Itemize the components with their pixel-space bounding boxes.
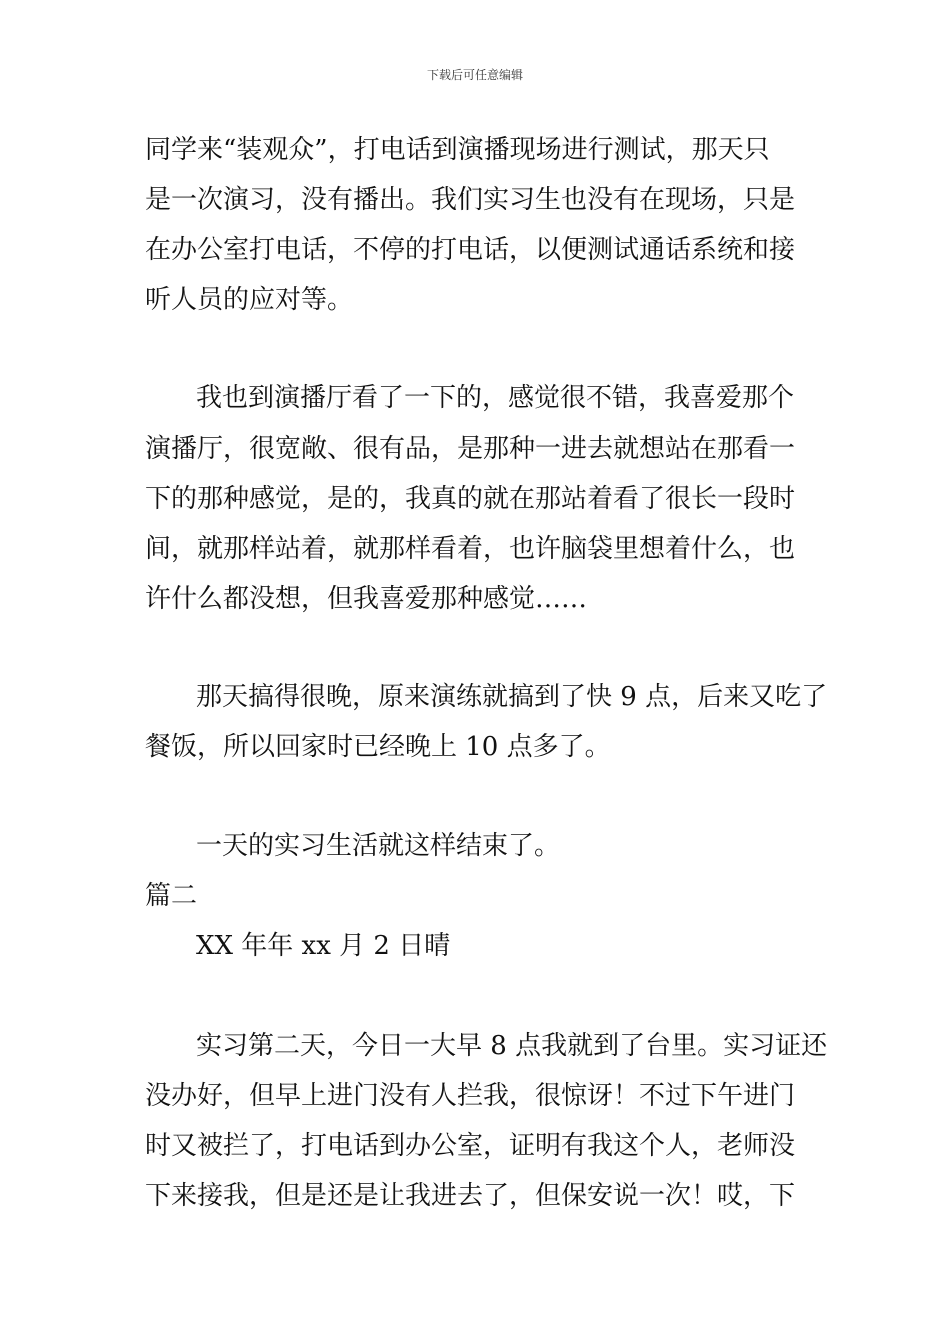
body-line: 间，就那样站着，就那样看着，也许脑袋里想着什么，也 — [145, 534, 796, 564]
body-line: 是一次演习，没有播出。我们实习生也没有在现场，只是 — [145, 185, 796, 215]
body-line: 同学来“装观众”，打电话到演播现场进行测试，那天只 — [145, 135, 770, 165]
body-line: 实习第二天，今日一大早 8 点我就到了台里。实习证还 — [196, 1031, 828, 1061]
body-line: 演播厅，很宽敞、很有品，是那种一进去就想站在那看一 — [145, 434, 796, 464]
body-line: 时又被拦了，打电话到办公室，证明有我这个人，老师没 — [145, 1131, 796, 1161]
body-line: 下来接我，但是还是让我进去了，但保安说一次！哎，下 — [145, 1181, 796, 1211]
body-line: 听人员的应对等。 — [145, 285, 354, 315]
section-heading: 篇二 — [145, 881, 198, 911]
body-line: 在办公室打电话，不停的打电话，以便测试通话系统和接 — [145, 235, 796, 265]
body-line: 下的那种感觉，是的，我真的就在那站着看了很长一段时 — [145, 484, 796, 514]
date-line: XX 年年 xx 月 2 日晴 — [196, 931, 451, 961]
body-line: 许什么都没想，但我喜爱那种感觉…… — [145, 584, 588, 614]
body-line: 我也到演播厅看了一下的，感觉很不错，我喜爱那个 — [196, 383, 795, 413]
body-line: 餐饭，所以回家时已经晚上 10 点多了。 — [145, 732, 611, 762]
body-line: 那天搞得很晚，原来演练就搞到了快 9 点，后来又吃了 — [196, 682, 828, 712]
body-line: 没办好，但早上进门没有人拦我，很惊讶！不过下午进门 — [145, 1081, 796, 1111]
body-line: 一天的实习生活就这样结束了。 — [196, 831, 561, 861]
page-header: 下载后可任意编辑 — [426, 68, 523, 82]
